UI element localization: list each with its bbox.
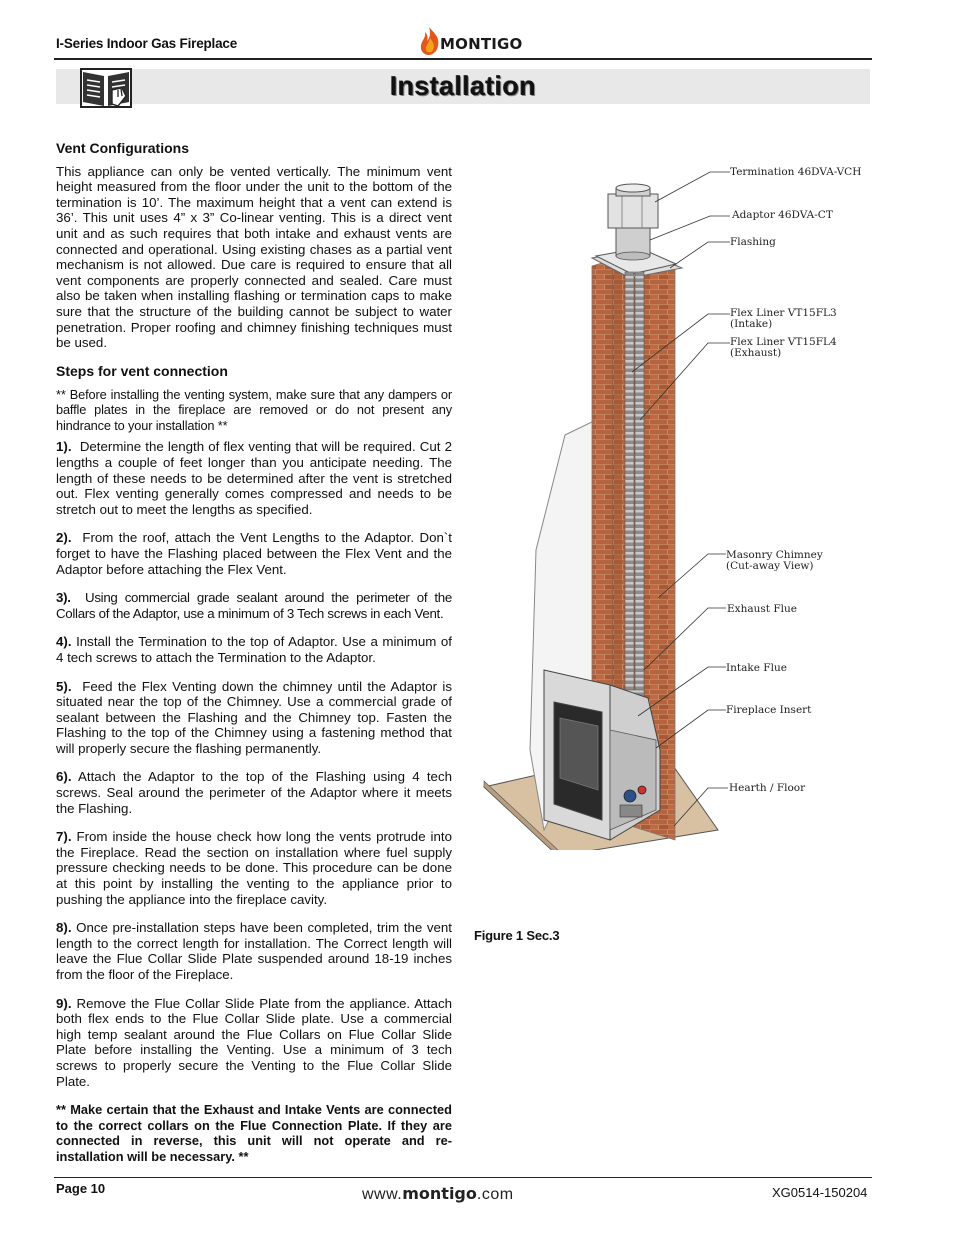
callout-exhaust-flue: Exhaust Flue [727,603,797,615]
step-5: 5). Feed the Flex Venting down the chimney until the Adaptor is situated near the top of the Chimney. Use a commercial grade of sealant between the Flashing and the Chimney top. Fasten the Flashing to the top of the Chimney using a fastening method that will properly secure the flashing permanently. [56,678,452,756]
flame-logo-icon [418,26,442,56]
page-number: Page 10 [56,1181,106,1196]
callout-fireplace-insert: Fireplace Insert [726,704,812,716]
header-rule [54,58,872,60]
document-number: XG0514-150204 [772,1185,868,1200]
step-2: 2). From the roof, attach the Vent Lengths to the Adaptor. Don`t forget to have the Flashing placed between the Flex Vent and the Adaptor before attaching the Flex Vent. [56,530,453,577]
step-6: 6). Attach the Adaptor to the top of the Flashing using 4 tech screws. Seal around the perimeter of the Adaptor where it meets the Flashing. [56,769,452,816]
section-heading: Steps for vent connection [56,363,228,379]
step-3: 3). Using commercial grade sealant around the perimeter of the Collars of the Adaptor, use a minimum of 3 Tech screws in each Vent. [56,590,452,621]
step-1: 1). Determine the length of flex venting that will be required. Cut 2 lengths a couple of feet longer than you anticipate needing. The length of these needs to be determined after the vent is stretched out. Flex venting generally comes compressed and needs to be stretch out to meet the lengths as specified. [56,439,452,517]
step-4: 4). Install the Termination to the top of Adaptor. Use a minimum of 4 tech screws to attach the Termination to the Adaptor. [56,634,452,665]
adaptor [616,226,650,256]
section-banner [56,69,870,104]
flex-liner-intake [625,272,634,692]
step-7: 7). From inside the house check how long the vents protrude into the Fireplace. Read the section on installation where fuel supply pressure checking needs to be done. This procedure can be done at this point by installing the venting to the appliance prior to pushing the appliance into the fireplace cavity. [56,829,452,907]
termination [608,194,658,228]
callout-masonry: Masonry Chimney [726,549,823,561]
callout-termination: Termination 46DVA-VCH [730,166,862,178]
steps-section [56,364,452,1165]
brand-wordmark: MONTIGO [440,35,523,53]
vent-configurations-section [56,141,452,351]
callout-flex-liner-3-sub: (Intake) [730,318,773,330]
callout-flex-liner-3: Flex Liner VT15FL3 [730,307,837,319]
footer-rule [54,1177,872,1178]
callout-intake-flue: Intake Flue [726,662,787,674]
step-9: 9). Remove the Flue Collar Slide Plate from the appliance. Attach both flex ends to the Flue Collar Slide plate. Use a commercial high temp sealant around the Flue Collars on Flue Collar Slide Plate before installing the Venting. Use a minimum of 3 tech screws to properly secure the Venting to the Flue Collar Slide Plate. [56,995,452,1089]
callout-flashing: Flashing [730,236,776,248]
figure-caption: Figure 1 Sec.3 [474,928,560,943]
step-8: 8). Once pre-installation steps have been completed, trim the vent length to the correct length for installation. The Correct length will leave the Flue Collar Slide Plate suspended around 18-19 inches from the floor of the Fireplace. [56,920,452,982]
callout-hearth: Hearth / Floor [729,782,806,794]
manual-book-icon [78,66,134,110]
chimney-installation-diagram [470,150,880,850]
callout-flex-liner-4-sub: (Exhaust) [730,347,782,359]
website-url: www.montigo.com [362,1184,514,1203]
steps-intro: ** Before installing the venting system, make sure that any dampers or baffle plates in the fireplace are removed or do not present any hindrance to your installation ** [56,386,452,433]
callout-flex-liner-4: Flex Liner VT15FL4 [730,336,837,348]
section-body: This appliance can only be vented vertically. The minimum vent height measured from the floor under the unit to the bottom of the termination is 10’. The maximum height that a vent can extend is 36’. This unit uses 4” x 3” Co-linear venting. This is a direct vent unit and as such requires that both intake and exhaust vents are connected and operational. Using existing chases as a partial vent mechanism is not allowed. Due care is required to ensure that all vent components are properly connected and sealed. Care must also be taken when installing flashing or termination caps to make sure that the structure of the building cannot be subject to water penetration. Proper roofing and chimney finishing techniques must be used. [56,163,452,351]
brand-logo [418,24,523,56]
callout-adaptor: Adaptor 46DVA-CT [732,209,833,221]
banner-title: Installation [389,71,537,101]
callout-masonry-sub: (Cut-away View) [726,560,814,572]
flex-liner-exhaust [635,272,644,692]
section-heading: Vent Configurations [56,140,189,156]
warning-note: ** Make certain that the Exhaust and Intake Vents are connected to the correct collars on the Flue Connection Plate. If they are connected in reverse, this unit will not operate and re-installation will be necessary. ** [56,1102,452,1164]
document-title: I-Series Indoor Gas Fireplace [56,36,238,51]
